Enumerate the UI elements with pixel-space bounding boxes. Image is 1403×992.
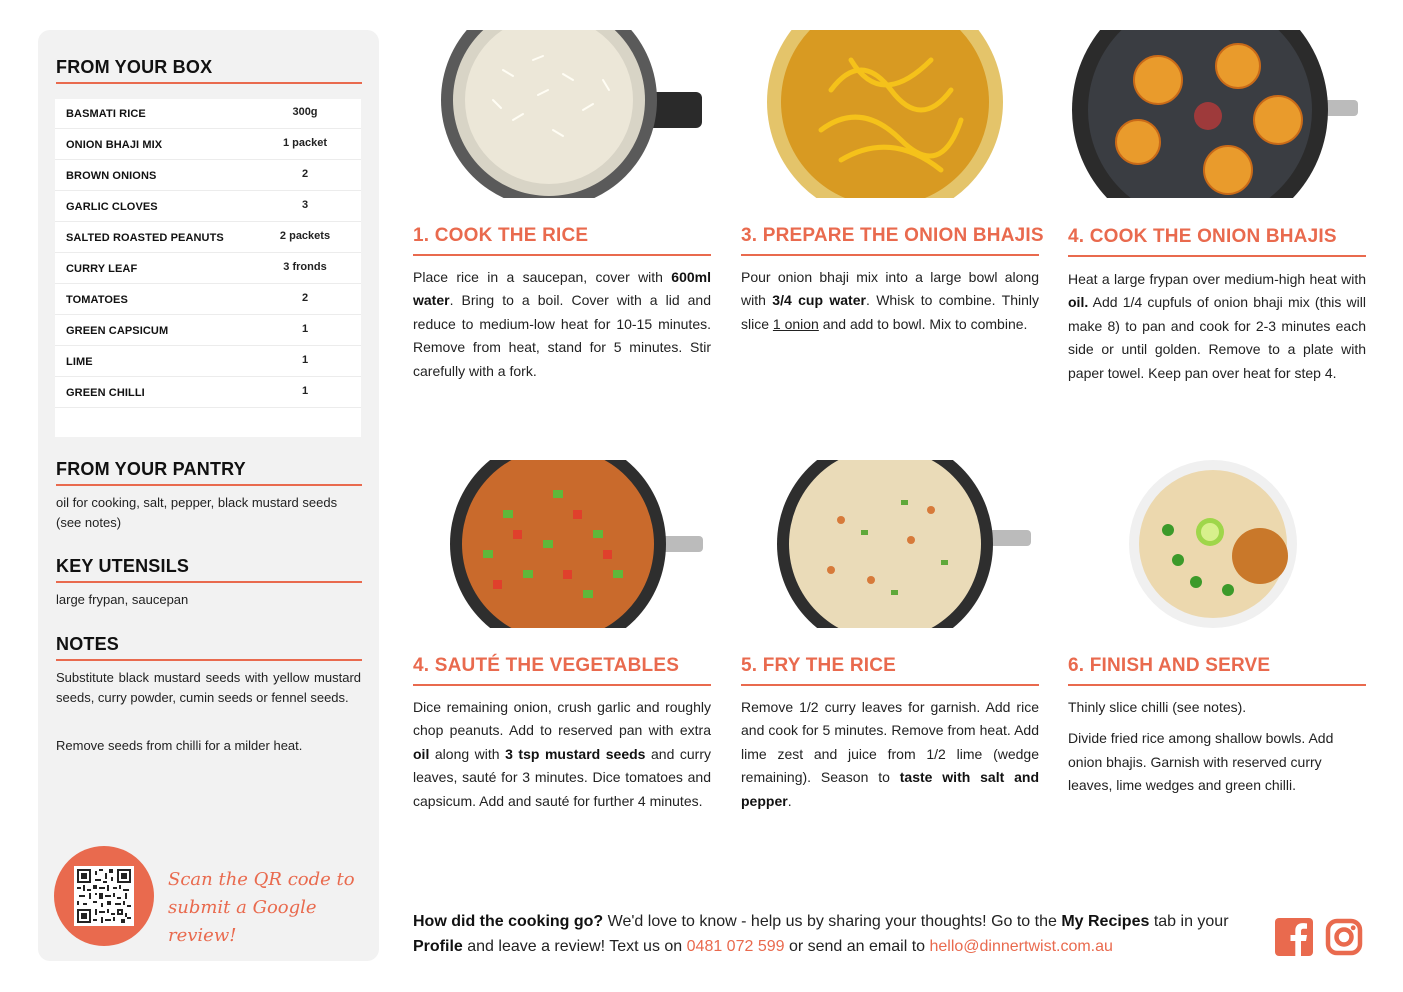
- pantry-title-rule: [56, 484, 362, 486]
- ingredient-qty: 2: [301, 168, 309, 180]
- table-row: [55, 347, 361, 377]
- table-row: [55, 223, 361, 253]
- step-5-rule: [741, 684, 1039, 686]
- text-run: Dice remaining onion, crush garlic and roughly chop peanuts. Add to reserved pan with extra: [413, 699, 711, 739]
- qr-call-to-action: [168, 866, 368, 950]
- step-1-body: [413, 266, 711, 383]
- step-4b-title: 4. SAUTÉ THE VEGETABLES: [413, 655, 680, 676]
- bold-text: 3 tsp mustard seeds: [505, 745, 646, 762]
- step-5-body: [741, 696, 1039, 813]
- ingredient-qty: 1: [301, 354, 309, 366]
- pantry-text: oil for cooking, salt, pepper, black mustard seeds (see notes): [56, 495, 338, 530]
- pantry-title: FROM YOUR PANTRY: [56, 459, 246, 479]
- ingredient-qty: 3 fronds: [283, 261, 327, 273]
- text-run: . Whisk to combine. Thinly slice: [741, 292, 1040, 332]
- table-row: [55, 130, 361, 160]
- table-row: [55, 316, 361, 346]
- ingredient-name: BROWN ONIONS: [66, 170, 157, 182]
- ingredient-name: CURRY LEAF: [66, 263, 138, 275]
- qr-cta-line-1: Scan the QR code to: [168, 869, 355, 890]
- step-1-photo: [413, 30, 711, 198]
- text-run: and add to bowl. Mix to combine.: [818, 315, 1028, 332]
- bold-text: Profile: [413, 938, 463, 955]
- step-6-body: [1068, 696, 1366, 798]
- ingredient-qty: 2 packets: [279, 230, 331, 242]
- bold-text: How did the cooking go?: [413, 913, 604, 930]
- qr-cta-line-2: submit a Google review!: [168, 897, 317, 946]
- ingredients-sidebar: [38, 30, 379, 961]
- bold-text: 600ml water: [413, 269, 711, 309]
- text-run: Heat a large frypan over medium-high heat with: [1068, 271, 1366, 287]
- ingredient-qty: 2: [301, 292, 309, 304]
- step-1-title: 1. COOK THE RICE: [413, 225, 589, 246]
- step-4a-photo: [1068, 30, 1366, 198]
- utensils-title-rule: [56, 581, 362, 583]
- ingredient-name: SALTED ROASTED PEANUTS: [66, 232, 224, 244]
- notes-title-rule: [56, 659, 362, 661]
- feedback-message: [413, 909, 1263, 959]
- bold-text: oil.: [1068, 294, 1089, 311]
- ingredient-name: TOMATOES: [66, 294, 128, 306]
- step-4b-body: [413, 696, 711, 813]
- step-1-rule: [413, 254, 711, 256]
- notes-title: NOTES: [56, 634, 120, 654]
- table-row: [55, 254, 361, 284]
- contact-link[interactable]: hello@dinnertwist.com.au: [929, 938, 1113, 955]
- step-5-photo: [741, 460, 1039, 628]
- step-3-photo: [741, 30, 1039, 198]
- text-run: Divide fried rice among shallow bowls. Add onion bhajis. Garnish with reserved curry leaves, lime wedges and green chilli.: [1068, 730, 1334, 794]
- step-4b-photo: [413, 460, 711, 628]
- bold-text: 3/4 cup water: [772, 292, 866, 309]
- box-title: FROM YOUR BOX: [56, 57, 213, 77]
- box-title-rule: [56, 82, 362, 84]
- bold-text: My Recipes: [1061, 913, 1150, 930]
- bold-text: taste with salt and pepper: [741, 769, 1039, 809]
- contact-link[interactable]: 0481 072 599: [686, 938, 785, 955]
- text-run: We'd love to know - help us by sharing your thoughts! Go to the: [603, 913, 1062, 930]
- ingredient-qty: 1 packet: [282, 137, 328, 149]
- ingredient-qty: 300g: [292, 106, 318, 118]
- table-row: [55, 192, 361, 222]
- text-run: or send an email to: [784, 938, 930, 955]
- qr-code[interactable]: [74, 866, 134, 926]
- table-row: [55, 378, 361, 408]
- instagram-icon[interactable]: [1325, 918, 1363, 956]
- text-run: Add 1/4 cupfuls of onion bhaji mix (this will make 8) to pan and cook for 2-3 minutes each side or until golden. Remove to a plate with paper towel. Keep pan over heat for step 4.: [1068, 294, 1366, 381]
- step-5-title: 5. FRY THE RICE: [741, 655, 897, 676]
- step-3-body: [741, 266, 1039, 336]
- ingredient-qty: 3: [301, 199, 309, 211]
- step-3-rule: [741, 254, 1039, 256]
- bold-text: oil: [413, 745, 430, 762]
- text-run: .: [787, 792, 792, 809]
- table-row: [55, 161, 361, 191]
- notes-line-2: Remove seeds from chilli for a milder heat.: [56, 738, 303, 753]
- step-4a-title: 4. COOK THE ONION BHAJIS: [1068, 226, 1337, 247]
- text-run: Place rice in a saucepan, cover with: [413, 269, 672, 285]
- ingredient-name: GREEN CHILLI: [66, 387, 145, 399]
- text-run: and leave a review! Text us on: [462, 938, 687, 955]
- step-4a-body: [1068, 268, 1366, 385]
- utensils-title: KEY UTENSILS: [56, 556, 190, 576]
- step-6-photo: [1068, 460, 1366, 628]
- text-run: and curry leaves, sauté for 3 minutes. Dice tomatoes and capsicum. Add and sauté for further 4 minutes.: [413, 745, 711, 809]
- text-run: . Bring to a boil. Cover with a lid and reduce to medium-low heat for 10-15 minutes. Remove from heat, stand for 5 minutes. Stir carefully with a fork.: [413, 292, 711, 379]
- step-4a-rule: [1068, 255, 1366, 257]
- text-run: Remove 1/2 curry leaves for garnish. Add rice and cook for 5 minutes. Remove from heat. Add lime zest and juice from 1/2 lime (wedge remaining). Season to: [741, 699, 1039, 786]
- text-run: along with: [429, 745, 506, 762]
- qr-code-badge[interactable]: [54, 846, 154, 946]
- table-row: [55, 99, 361, 129]
- notes-line-1: Substitute black mustard seeds with yellow mustard seeds, curry powder, cumin seeds or fennel seeds.: [56, 670, 361, 705]
- step-3-title: 3. PREPARE THE ONION BHAJIS: [741, 225, 1044, 246]
- ingredient-name: BASMATI RICE: [66, 108, 146, 120]
- utensils-text: large frypan, saucepan: [56, 592, 189, 607]
- table-row: [55, 285, 361, 315]
- step-6-title: 6. FINISH AND SERVE: [1068, 655, 1271, 676]
- ingredient-name: GREEN CAPSICUM: [66, 325, 169, 337]
- box-ingredients-table: [55, 99, 361, 437]
- ingredient-name: LIME: [66, 356, 93, 368]
- text-run: Pour onion bhaji mix into a large bowl along with: [741, 269, 1039, 309]
- ingredient-qty: 1: [301, 323, 309, 335]
- text-run: tab in your: [1149, 913, 1229, 930]
- underlined-text: 1 onion: [772, 315, 819, 332]
- ingredient-name: ONION BHAJI MIX: [66, 139, 163, 151]
- facebook-icon[interactable]: [1275, 918, 1313, 956]
- step-6-rule: [1068, 684, 1366, 686]
- ingredient-qty: 1: [301, 385, 309, 397]
- ingredient-name: GARLIC CLOVES: [66, 201, 158, 213]
- text-run: Thinly slice chilli (see notes).: [1068, 699, 1247, 715]
- step-4b-rule: [413, 684, 711, 686]
